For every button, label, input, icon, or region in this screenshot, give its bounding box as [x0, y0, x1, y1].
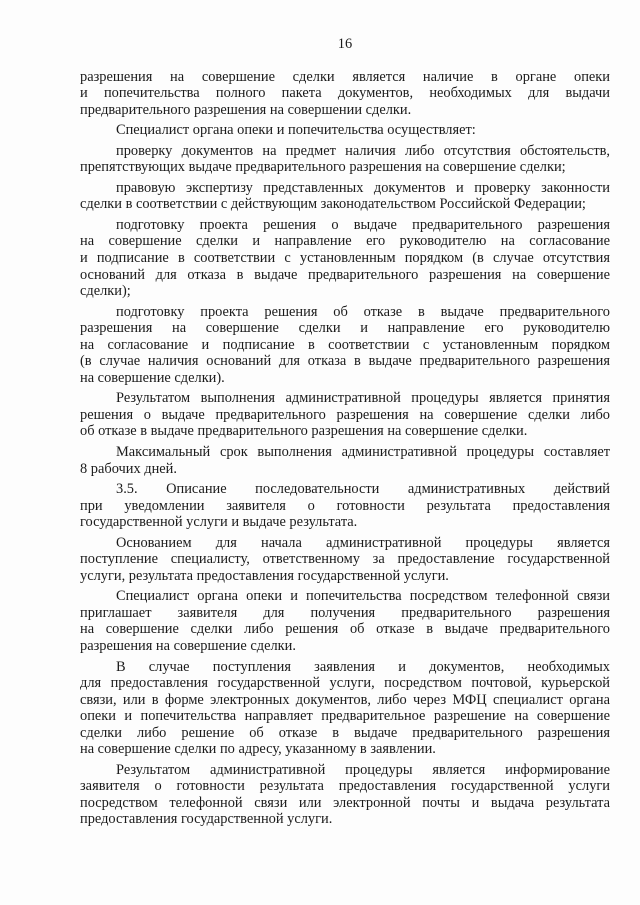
text-line: заявителя о готовности результата предоставления государственной услуги: [80, 778, 610, 795]
text-line: и подписание в соответствии с установленным порядком (в случае отсутствия: [80, 249, 610, 266]
text-line: поступление специалисту, ответственному за предоставление государственной: [80, 551, 610, 568]
text-line: опеки и попечительства направляет предварительное разрешение на совершение: [80, 708, 610, 725]
text-line: на совершение сделки).: [80, 369, 225, 386]
page-number: 16: [337, 36, 353, 52]
text-line: сделки);: [80, 283, 131, 300]
text-line: препятствующих выдаче предварительного разрешения на совершение сделки;: [80, 159, 566, 176]
text-line: разрешения на совершение сделки является наличие в органе опеки: [80, 68, 610, 85]
text-line: оснований для отказа в выдаче предварительного разрешения на совершение: [80, 266, 610, 283]
text-line: Специалист органа опеки и попечительства осуществляет:: [116, 122, 476, 139]
text-line: для предоставления государственной услуги, посредством почтовой, курьерской: [80, 675, 610, 692]
text-line: разрешения на совершение сделки.: [80, 638, 296, 654]
paragraph: [80, 390, 610, 440]
paragraph: [80, 143, 610, 176]
text-line: и попечительства полного пакета документов, необходимых для выдачи: [80, 85, 610, 102]
text-line: при уведомлении заявителя о готовности результата предоставления: [80, 497, 610, 514]
text-line: правовую экспертизу представленных документов и проверку законности: [116, 179, 610, 196]
text-line: Результатом административной процедуры является информирование: [116, 761, 610, 778]
text-line: на совершение сделки либо решения об отказе в выдаче предварительного: [80, 621, 610, 638]
text-line: Специалист органа опеки и попечительства посредством телефонной связи: [116, 588, 610, 605]
paragraph: [80, 180, 610, 213]
text-line: проверку документов на предмет наличия либо отсутствия обстоятельств,: [116, 142, 610, 159]
text-line: Результатом выполнения административной процедуры является принятия: [116, 390, 610, 407]
text-line: на совершение сделки и направление его руководителю на согласование: [80, 233, 610, 250]
text-line: связи, или в форме электронных документов, либо через МФЦ специалист органа: [80, 691, 610, 708]
text-line: государственной услуги и выдаче результата.: [80, 514, 358, 531]
paragraph: [80, 659, 610, 758]
paragraph: [80, 122, 610, 139]
text-line: 3.5. Описание последовательности административных действий: [116, 481, 610, 498]
paragraph: [80, 762, 610, 828]
paragraph-continuation: [80, 69, 610, 119]
text-line: посредством телефонной связи или электронной почты и выдача результата: [80, 794, 610, 811]
document-body: [80, 69, 610, 829]
text-line: предоставления государственной услуги.: [80, 811, 333, 828]
text-line: (в случае наличия оснований для отказа в выдаче предварительного разрешения: [80, 353, 610, 370]
text-line: на согласование и подписание в соответствии с установленным порядком: [80, 336, 610, 353]
paragraph: [80, 304, 610, 387]
text-line: на совершение сделки по адресу, указанному в заявлении.: [80, 741, 436, 758]
text-line: услуги, результата предоставления государственной услуги.: [80, 567, 449, 584]
text-line: Максимальный срок выполнения административной процедуры составляет: [116, 443, 610, 460]
text-line: сделки в соответствии с действующим законодательством Российской Федерации;: [80, 196, 586, 213]
text-line: подготовку проекта решения о выдаче предварительного разрешения: [116, 216, 610, 233]
text-line: Основанием для начала административной процедуры является: [116, 534, 610, 551]
paragraph: [80, 444, 610, 477]
text-line: подготовку проекта решения об отказе в выдаче предварительного: [116, 303, 610, 320]
text-line: 8 рабочих дней.: [80, 460, 177, 477]
text-line: сделки либо решение об отказе в выдаче предварительного разрешения: [80, 724, 610, 741]
text-line: решения о выдаче предварительного разрешения на совершение сделки либо: [80, 406, 610, 423]
text-line: об отказе в выдаче предварительного разрешения на совершение сделки.: [80, 423, 528, 440]
text-line: приглашает заявителя для получения предварительного разрешения: [80, 604, 610, 621]
paragraph: [80, 217, 610, 300]
text-line: В случае поступления заявления и документов, необходимых: [116, 658, 610, 675]
text-line: предварительного разрешения на совершении сделки.: [80, 101, 412, 118]
paragraph: [80, 535, 610, 585]
paragraph: [80, 588, 610, 654]
paragraph: [80, 481, 610, 531]
text-line: разрешения на совершение сделки и направление его руководителю: [80, 320, 610, 337]
